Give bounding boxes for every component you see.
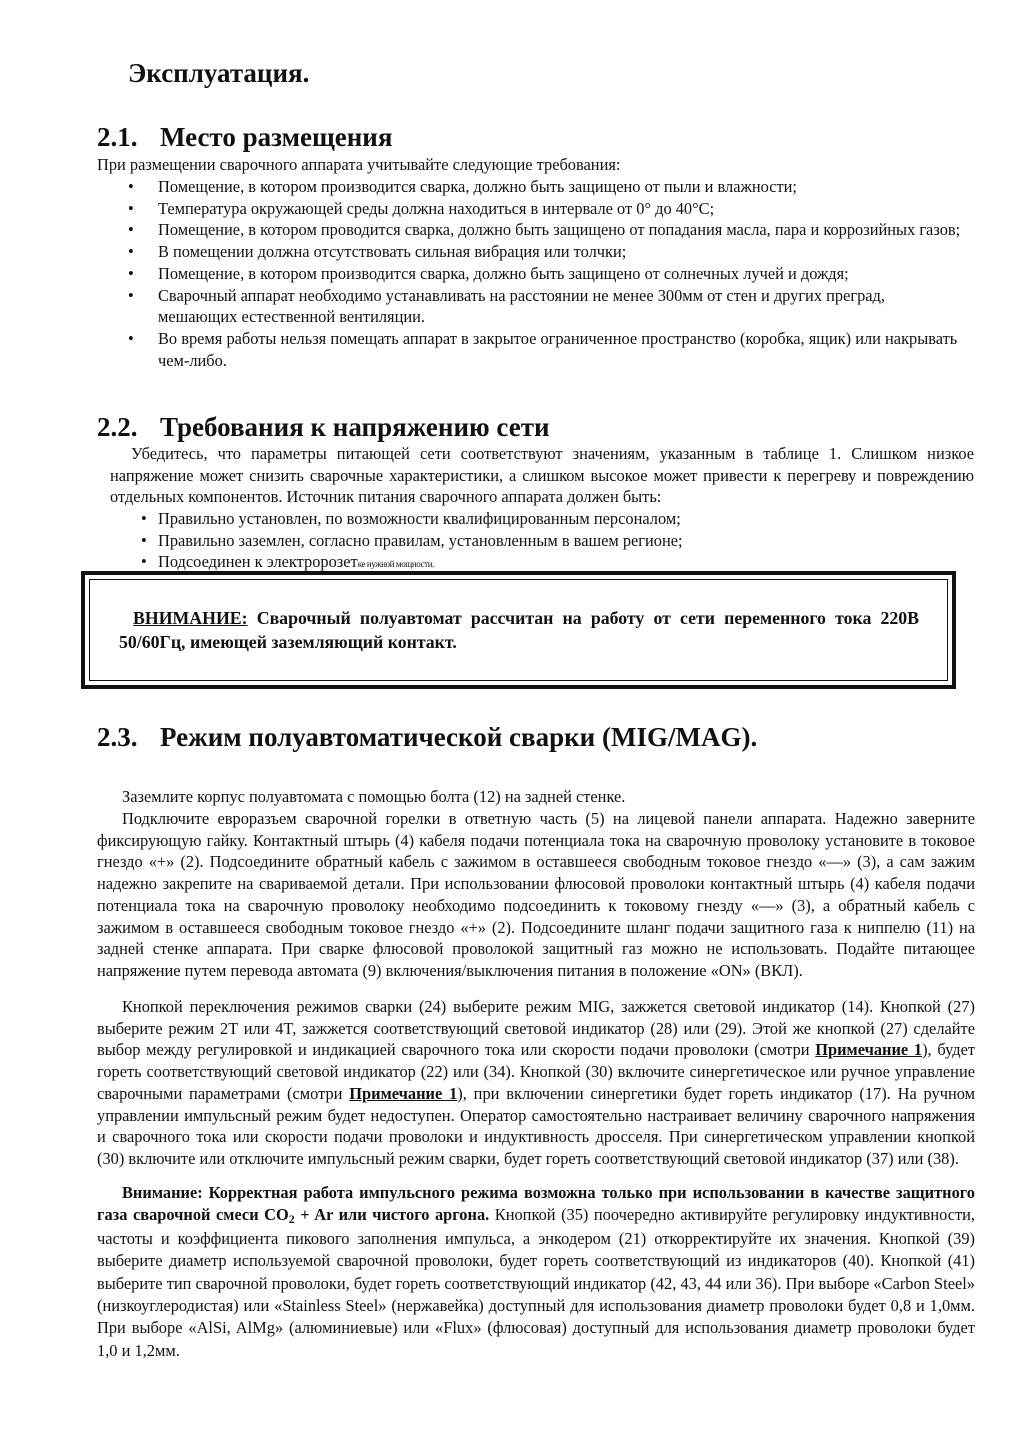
section-2-1-heading	[97, 122, 392, 153]
section-2-2-intro: Убедитесь, что параметры питающей сети соответствуют значениям, указанным в таблице 1. Слишком низкое напряжение может снизить сварочные характеристики, а слишком высокое может привести к перегреву и повреждению отдельных компонентов. Источник питания сварочного аппарата должен быть:	[110, 444, 974, 507]
power-requirements-list	[141, 508, 958, 576]
section-number: 2.3.	[97, 722, 138, 752]
paragraph-connection: Подключите евроразъем сварочной горелки в ответную часть (5) на лицевой панели аппарата. Надежно заверните фиксирующую гайку. Контактный штырь (4) кабеля подачи потенциала тока на сварочную проволоку установите в токовое гнездо «+» (2). Подсоедините обратный кабель с зажимом в оставшееся свободным токовое гнездо «—» (3), а сам зажим надежно закрепите на свариваемой детали. При использовании флюсовой проволоки контактный штырь (4) кабеля подачи потенциала тока на сварочную проволоку необходимо подсоединить к токовому гнезду «—» (3), а обратный кабель с зажимом в оставшееся свободным токовое гнездо «+» (2). Подсоедините шланг подачи защитного газа к ниппелю (11) на задней стенке аппарата. При сварке флюсовой проволокой защитный газ можно не использовать. Подайте питающее напряжение путем перевода автомата (9) включения/выключения питания в положение «ON» (ВКЛ).	[97, 809, 975, 980]
section-title: Режим полуавтоматической сварки (MIG/MAG).	[160, 722, 758, 752]
note-reference: Примечание 1	[815, 1040, 923, 1060]
section-number: 2.2.	[97, 412, 138, 442]
note-reference: Примечание 1	[349, 1083, 458, 1103]
warning-label: ВНИМАНИЕ:	[133, 608, 248, 628]
list-item: • Помещение, в котором производится сварка, должно быть защищено от пыли и влажности;	[128, 177, 797, 196]
paragraph-grounding: Заземлите корпус полуавтомата с помощью болта (12) на задней стенке.	[122, 787, 626, 806]
list-item: • Правильно заземлен, согласно правилам, установленным в вашем регионе;	[141, 530, 683, 550]
paragraph-pulse-warning: Внимание: Корректная работа импульсного режима возможна только при использовании в качестве защитного газа сварочной смеси CO2 + Ar или чистого аргона. Кнопкой (35) поочередно активируйте регулировку индуктивности, частоты и коэффициента пикового заполнения импульса, а энкодером (21) откорректируйте их значения. Кнопкой (39) выберите диаметр используемой сварочной проволоки, будет гореть соответствующий из индикаторов (40). Кнопкой (41) выберите тип сварочной проволоки, будет гореть соответствующий индикатор (42, 43, 44 или 36). При выборе «Carbon Steel» (низкоуглеродистая) или «Stainless Steel» (нержавейка) доступный для использования диаметр проволоки будет 0,8 и 1,0мм. При выборе «AlSi, AlMg» (алюминиевые) или «Flux» (флюсовая) доступный для использования диаметр проволоки будет 1,0 и 1,2мм.	[97, 1183, 976, 1360]
list-item: • Во время работы нельзя помещать аппарат в закрытое ограниченное пространство (коробка, ящик) или накрывать чем-либо.	[128, 328, 958, 370]
section-title: Требования к напряжению сети	[160, 412, 550, 442]
warning-message: Сварочный полуавтомат рассчитан на работу от сети переменного тока 220В 50/60Гц, имеющей заземляющий контакт.	[119, 608, 919, 652]
page-title: Эксплуатация.	[128, 58, 310, 88]
paragraph-mode-selection: Кнопкой переключения режимов сварки (24) выберите режим MIG, зажжется световой индикатор (14). Кнопкой (27) выберите режим 2T или 4T, зажжется соответствующий световой индикатор (28) или (29). Этой же кнопкой (27) сделайте выбор между регулировкой и индикацией сварочного тока или скорости подачи проволоки (смотри Примечание 1), будет гореть соответствующий световой индикатор (22) или (34). Кнопкой (30) включите синергетическое или ручное управление сварочными параметрами (смотри Примечание 1), при включении синергетики будет гореть индикатор (17). На ручном управлении импульсный режим будет недоступен. Оператор самостоятельно настраивает величину сварочного напряжения и сварочного тока или скорости подачи проволоки и индуктивность дросселя. При синергетическом управлении кнопкой (30) включите или отключите импульсный режим сварки, будет гореть соответствующий световой индикатор (37) или (38).	[97, 997, 976, 1168]
list-item: • В помещении должна отсутствовать сильная вибрация или толчки;	[128, 242, 627, 262]
section-number: 2.1.	[97, 122, 138, 152]
section-title: Место размещения	[160, 122, 393, 152]
list-item: • Помещение, в котором производится сварка, должно быть защищено от солнечных лучей и дождя;	[128, 263, 849, 283]
placement-requirements-list	[128, 176, 968, 371]
list-item: • Сварочный аппарат необходимо устанавливать на расстоянии не менее 300мм от стен и других преград, мешающих естественной вентиляции.	[128, 285, 885, 327]
list-item: • Температура окружающей среды должна находиться в интервале от 0° до 40°С;	[128, 198, 715, 218]
list-item: • Помещение, в котором проводится сварка, должно быть защищено от попадания масла, пара и коррозийных газов;	[128, 220, 961, 240]
section-2-3-heading	[97, 722, 757, 753]
list-item: • Подсоединен к электророзетке нужной мощности.	[141, 552, 434, 572]
list-item: • Правильно установлен, по возможности квалифицированным персоналом;	[141, 509, 681, 528]
warning-text	[119, 606, 919, 654]
section-2-2-heading	[97, 412, 550, 443]
section-2-1-intro: При размещении сварочного аппарата учитывайте следующие требования:	[97, 155, 621, 174]
